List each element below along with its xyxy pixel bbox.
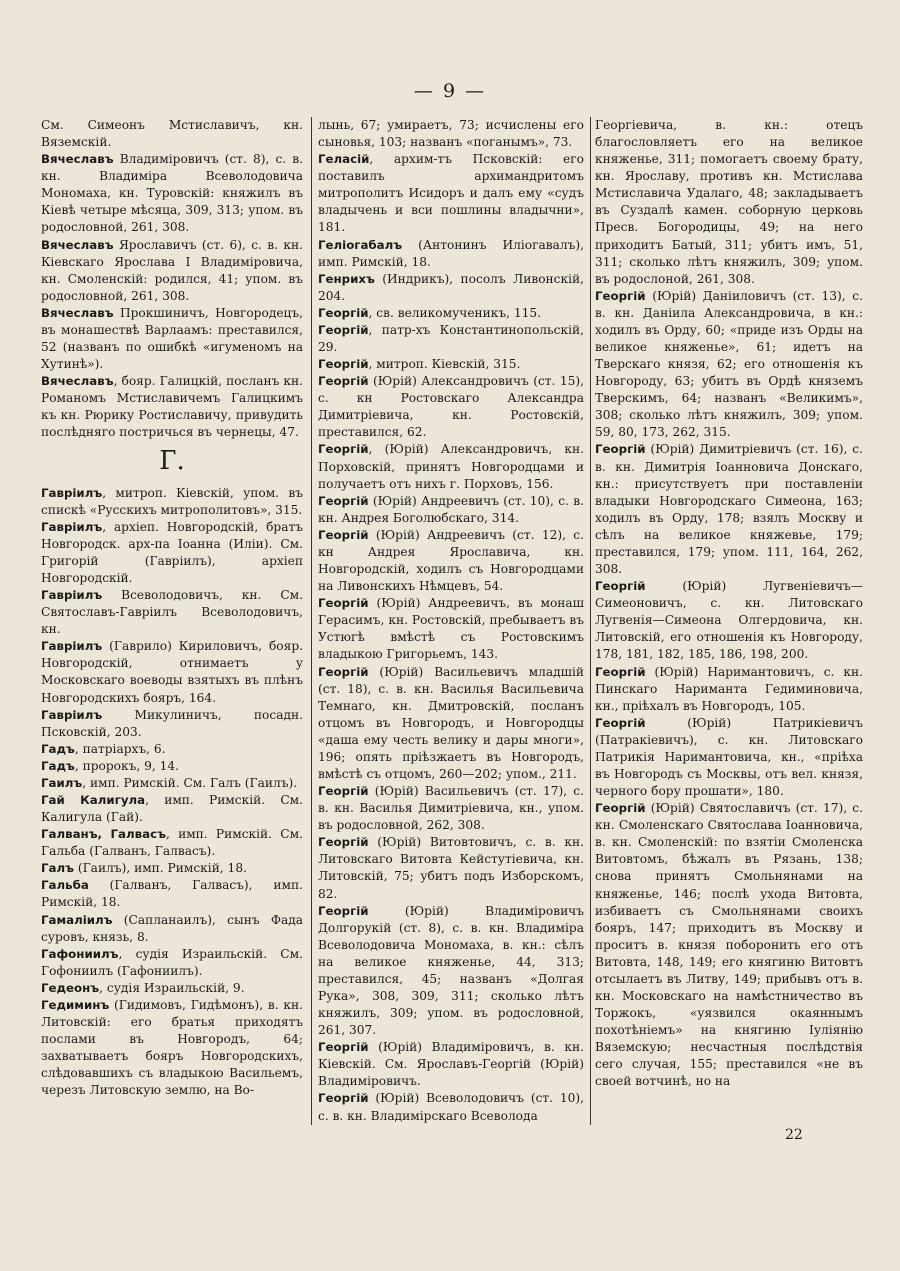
entry-headword: Георгій xyxy=(318,664,369,679)
entry-text: (Сапланаилъ), сынъ Фада суровъ, князь, 8. xyxy=(41,912,303,944)
entry-headword: Галванъ, Галвасъ xyxy=(41,827,166,842)
index-entry xyxy=(41,877,303,911)
index-entry xyxy=(318,305,584,322)
letter-heading: Г. xyxy=(159,446,185,477)
entry-text: (Юрій) Витовтовичъ, с. в. кн. Литовскаго Витовта Кейстутіевича, кн. Литовскій, 75; убитъ подъ Изборскомъ, 82. xyxy=(318,835,584,901)
entry-headword: Гальба xyxy=(41,878,89,893)
entry-list xyxy=(595,117,863,1090)
entry-text: (Индрикъ), посолъ Ливонскій, 204. xyxy=(318,271,584,303)
entry-headword: Георгій xyxy=(595,442,646,457)
entry-text: (Галванъ, Галвасъ), имп. Римскій, 18. xyxy=(41,878,303,910)
entry-text: , пророкъ, 9, 14. xyxy=(74,758,180,773)
entry-headword: Гавріилъ xyxy=(41,588,103,603)
index-entry xyxy=(318,237,584,271)
entry-headword: Гавріилъ xyxy=(41,639,103,654)
index-entry xyxy=(318,1039,584,1090)
index-entry xyxy=(318,1090,584,1124)
entry-headword: Георгій xyxy=(595,801,646,816)
index-entry xyxy=(318,441,584,492)
entry-text: , имп. Римскій. См. Калигула (Гай). xyxy=(41,792,303,825)
entry-text: Ярославичъ (ст. 6), с. в. кн. Кіевскаго Ярослава I Владиміровича, кн. Смоленскій: родился, 41; упом. въ родословной, 261, 308. xyxy=(41,237,303,303)
index-entry xyxy=(318,271,584,305)
entry-headword: Гафониилъ xyxy=(41,946,119,961)
index-entry xyxy=(595,117,863,288)
entry-text: (Юрій) Андреевичъ (ст. 12), с. кн Андрея Ярославича, кн. Новгородскій, ходилъ съ Новгородцами на Ливонскихъ Нѣмцевъ, 54. xyxy=(318,527,584,594)
entry-text: Микулиничъ, посадн. Псковскій, 203. xyxy=(41,707,303,739)
index-entry xyxy=(318,373,584,441)
index-entry xyxy=(41,117,303,151)
index-entry xyxy=(41,485,303,519)
entry-text: (Юрій) Святославичъ (ст. 17), с. кн. Смоленскаго Святослава Іоанновича, в. кн. Смоленскій: по взятіи Смоленска Витовтомъ, бѣжалъ въ Рязань, 138; снова принятъ Смольнянами на княженье, 146; послѣ ухода Витовта, избиваетъ съ Смольнянами своихъ бояръ, 147; приходитъ въ Москву и проситъ в. князя поборонить его отъ Витовта, 148, 149; его княгиню Витовтъ отсылаетъ въ Литву, 149; прибывъ отъ в. кн. Московскаго на намѣстничество въ Торжокъ, «уязвился окаяннымъ похотѣніемъ» на княгиню Іуліянію Вяземскую; несчастныя послѣдствія сего случая, 155; преставился «не въ своей вотчинѣ, но на xyxy=(595,801,863,1089)
entry-headword: Гедиминъ xyxy=(41,997,110,1012)
entry-text: , судія Израильскій, 9. xyxy=(99,980,245,995)
entry-text: (Гаилъ), имп. Римскій, 18. xyxy=(73,861,247,876)
index-entry xyxy=(318,595,584,663)
entry-headword: Георгій xyxy=(595,288,646,303)
index-entry xyxy=(41,912,303,946)
index-entry xyxy=(41,638,303,706)
entry-headword: Георгій xyxy=(595,715,646,730)
entry-headword: Гавріилъ xyxy=(41,519,103,534)
entry-text: (Юрій) Васильевичъ младшій (ст. 18), с. в. кн. Василья Васильевича Темнаго, кн. Дмитровскій, посланъ отцомъ въ Новгородъ, и Новгородцы «даша ему честь велику и дары многи», 196; опять пріѣзжаетъ въ Новгородъ, вмѣстѣ съ отцомъ, 260—202; упом., 211. xyxy=(318,664,584,781)
entry-headword: Георгій xyxy=(318,322,369,337)
entry-text: Прокшиничъ, Новгородецъ, въ монашествѣ Варлаамъ: преставился, 52 (названъ по ошибкѣ «игуменомъ на Хутинѣ»). xyxy=(41,305,303,372)
entry-headword: Геласій xyxy=(318,152,370,167)
entry-headword: Георгій xyxy=(595,664,646,679)
entry-headword: Георгій xyxy=(318,493,369,508)
entry-text: Владиміровичъ (ст. 8), с. в. кн. Владиміра Всеволодовича Мономаха, кн. Туровскій: княжилъ въ Кіевѣ четыре мѣсяца, 309, 313; упом. въ родословной, 261, 308. xyxy=(41,152,303,235)
entry-text: (Юрій) Владиміровичъ, в. кн. Кіевскій. См. Ярославъ-Георгій (Юрій) Владиміровичъ. xyxy=(318,1040,584,1089)
index-entry xyxy=(595,664,863,715)
entry-text: (Юрій) Андреевичъ, въ монаш Герасимъ, кн. Ростовскій, пребываетъ въ Устюгѣ вмѣстѣ съ Ростовскимъ владыкою Григорьемъ, 143. xyxy=(318,596,584,662)
index-entry xyxy=(595,288,863,442)
index-entry xyxy=(41,587,303,638)
index-entry xyxy=(318,783,584,834)
index-entry xyxy=(41,792,303,826)
entry-headword: Георгій xyxy=(318,305,369,320)
index-entry xyxy=(318,527,584,595)
entry-text: лынь, 67; умираетъ, 73; исчислены его сыновья, 103; названъ «поганымъ», 73. xyxy=(318,118,584,150)
index-entry xyxy=(595,578,863,663)
entry-text: (Юрій) Даніиловичъ (ст. 13), с. в. кн. Даніила Александровича, в кн.: ходилъ въ Орду, 60; «приде изъ Орды на великое княженье», 61; идетъ на Тверскаго князя, 62; его отношенія къ Новгороду, 63; убитъ въ Ордѣ княземъ Тверскимъ, 64; названъ «Великимъ», 308; сколько лѣтъ княжилъ, 309; упом. 59, 80, 173, 262, 315. xyxy=(595,288,863,440)
page-number: — 9 — xyxy=(413,80,487,102)
entry-headword: Георгій xyxy=(318,527,369,542)
index-entry xyxy=(318,664,584,784)
entry-text: (Юрій) Лугвеніевичъ—Симеоновичъ, с. кн. Литовскаго Лугвенія—Симеона Олгердовича, кн. Литовскій, его отношенія къ Новгороду, 178, 181, 182, 185, 186, 198, 200. xyxy=(595,579,863,662)
entry-text: (Юрій) Александровичъ (ст. 15), с. кн Ростовскаго Александра Димитріевича, кн. Ростовскій, преставился, 62. xyxy=(318,374,584,440)
entry-text: , архіеп. Новгородскій, братъ Новгородск. арх-па Іоанна (Иліи). См. Григорій (Гавріилъ), архіеп Новгородскій. xyxy=(41,519,303,585)
entry-headword: Галъ xyxy=(41,861,74,876)
entry-text: , имп. Римскій. См. Галъ (Гаилъ). xyxy=(82,775,298,790)
index-entry xyxy=(41,860,303,877)
index-entry xyxy=(41,826,303,860)
entry-list-before-heading xyxy=(41,117,303,441)
entry-text: (Юрій) Наримантовичъ, с. кн. Пинскаго Нариманта Гедиминовича, кн., пріѣхалъ въ Новгородъ, 105. xyxy=(595,664,863,713)
entry-headword: Гамаліилъ xyxy=(41,912,113,927)
entry-list-after-heading xyxy=(41,485,303,1100)
entry-headword: Гавріилъ xyxy=(41,707,103,722)
entry-text: (Юрій) Димитріевичъ (ст. 16), с. в. кн. Димитрія Іоанновича Донскаго, кн.: присутствуетъ при поставленіи владыки Новгородскаго Симеона, 163; ходилъ въ Орду, 178; взялъ Москву и сѣлъ на великое княжевье, 179; преставился, 179; упом. 111, 164, 262, 308. xyxy=(595,442,863,577)
entry-text: (Юрій) Всеволодовичъ (ст. 10), с. в. кн. Владимірскаго Всеволода xyxy=(318,1091,584,1123)
entry-headword: Георгій xyxy=(318,374,369,389)
index-entry xyxy=(595,715,863,800)
index-entry xyxy=(41,741,303,758)
index-entry xyxy=(318,117,584,151)
entry-headword: Геліогабалъ xyxy=(318,237,403,252)
entry-text: , патр-хъ Константинопольскій, 29. xyxy=(318,322,584,355)
entry-headword: Гаилъ xyxy=(41,775,83,790)
entry-list xyxy=(318,117,584,1125)
entry-headword: Георгій xyxy=(318,1091,369,1106)
entry-text: (Юрій) Владиміровичъ Долгорукій (ст. 8), с. в. кн. Владиміра Всеволодовича Мономаха, в. кн.: сѣлъ на великое княженье, 44, 313; преставился, 45; названъ «Долгая Рука», 308, 309, 311; сколько лѣтъ княжилъ, 309; упом. въ родословной, 261, 307. xyxy=(318,903,584,1038)
index-entry xyxy=(318,903,584,1040)
index-entry xyxy=(41,237,303,305)
signature-mark: 22 xyxy=(785,1127,803,1143)
index-entry xyxy=(318,356,584,373)
index-entry xyxy=(595,441,863,578)
index-entry xyxy=(41,997,303,1099)
index-column-1 xyxy=(41,117,303,1099)
entry-text: , митроп. Кіевскій, 315. xyxy=(368,357,521,372)
index-entry xyxy=(41,775,303,792)
entry-headword: Георгій xyxy=(595,579,646,594)
entry-text: (Юрій) Васильевичъ (ст. 17), с. в. кн. Василья Димитріевича, кн., упом. въ родословной, 262, 308. xyxy=(318,784,584,833)
entry-headword: Георгій xyxy=(318,784,369,799)
index-entry xyxy=(41,151,303,236)
index-entry xyxy=(41,305,303,373)
entry-headword: Георгій xyxy=(318,1040,369,1055)
index-entry xyxy=(595,800,863,1090)
entry-text: , имп. Римскій. См. Гальба (Галванъ, Галвасъ). xyxy=(41,827,303,859)
entry-text: , архим-тъ Псковскій: его поставилъ архимандритомъ митрополитъ Исидоръ и далъ ему «судъ владычень и вси пошлины владычни», 181. xyxy=(318,152,584,235)
index-column-2 xyxy=(311,117,591,1125)
entry-headword: Георгій xyxy=(318,835,369,850)
entry-headword: Вячеславъ xyxy=(41,152,114,167)
entry-headword: Гадъ xyxy=(41,758,75,773)
entry-text: , патріархъ, 6. xyxy=(74,741,166,756)
entry-headword: Георгій xyxy=(318,903,369,918)
index-entry xyxy=(318,322,584,356)
entry-headword: Вячеславъ xyxy=(41,374,114,389)
entry-headword: Вячеславъ xyxy=(41,237,114,252)
entry-headword: Вячеславъ xyxy=(41,305,114,320)
entry-text: Георгіевича, в. кн.: отецъ благословляетъ его на великое княженье, 311; помогаетъ своему брату, кн. Ярославу, противъ кн. Мстислава Мстиславича Удалаго, 48; закладываетъ въ Суздалѣ камен. соборную церковь Пресв. Богородицы, 49; на него приходитъ Батый, 311; убитъ имъ, 51, 311; сколько лѣтъ княжилъ, 309; упом. въ родослоной, 261, 308. xyxy=(595,118,863,286)
entry-text: (Гидимовъ, Гидѣмонъ), в. кн. Литовскій: его братья приходятъ послами въ Новгородъ, 64; захватываетъ бояръ Новгородскихъ, слѣдовавшихъ съ владыкою Васильемъ, черезъ Литовскую землю, на Во- xyxy=(41,997,303,1098)
index-entry xyxy=(41,980,303,997)
index-entry xyxy=(318,493,584,527)
entry-text: , митроп. Кіевскій, упом. въ спискѣ «Русскихъ митрополитовъ», 315. xyxy=(41,485,303,517)
index-entry xyxy=(41,946,303,980)
entry-text: , св. великомученикъ, 115. xyxy=(368,305,542,320)
index-entry xyxy=(41,707,303,741)
entry-text: (Юрій) Патрикіевичъ (Патракіевичъ), с. кн. Литовскаго Патрикія Наримантовича, кн., «пріѣха въ Новгородъ съ Москвы, отъ вел. князя, черного бору прошати», 180. xyxy=(595,715,863,799)
entry-text: (Юрій) Андреевичъ (ст. 10), с. в. кн. Андрея Боголюбскаго, 314. xyxy=(318,493,584,525)
entry-headword: Георгій xyxy=(318,442,369,457)
index-entry xyxy=(41,519,303,587)
entry-headword: Гавріилъ xyxy=(41,485,103,500)
index-entry xyxy=(318,834,584,902)
index-entry xyxy=(41,373,303,441)
entry-headword: Генрихъ xyxy=(318,271,375,286)
entry-headword: Георгій xyxy=(318,357,369,372)
entry-headword: Георгій xyxy=(318,596,369,611)
entry-text: (Антонинъ Иліогавалъ), имп. Римскій, 18. xyxy=(318,237,584,269)
entry-headword: Гай Калигула xyxy=(41,792,146,807)
entry-text: , (Юрій) Александровичъ, кн. Порховскій, принятъ Новгородцами и получаетъ отъ нихъ г. Порховъ, 156. xyxy=(318,442,584,491)
entry-text: , бояр. Галицкій, посланъ кн. Романомъ Мстиславичемъ Галицкимъ къ кн. Рюрику Ростиславичу, привудить послѣдняго постричься въ чернецы, 47. xyxy=(41,374,303,440)
entry-text: Всеволодовичъ, кн. См. Святославъ-Гавріилъ Всеволодовичъ, кн. xyxy=(41,588,303,637)
entry-headword: Гедеонъ xyxy=(41,980,100,995)
entry-text: , судія Израильскій. См. Гофониилъ (Гафониилъ). xyxy=(41,946,303,978)
index-entry xyxy=(318,151,584,236)
entry-text: См. Симеонъ Мстиславичъ, кн. Вяземскій. xyxy=(41,118,303,150)
index-entry xyxy=(41,758,303,775)
entry-text: (Гаврило) Кириловичъ, бояр. Новгородскій, отнимаетъ у Московскаго воеводы взятыхъ въ плѣнъ Новгородскихъ бояръ, 164. xyxy=(41,639,303,705)
entry-headword: Гадъ xyxy=(41,741,75,756)
index-column-3 xyxy=(595,117,863,1090)
